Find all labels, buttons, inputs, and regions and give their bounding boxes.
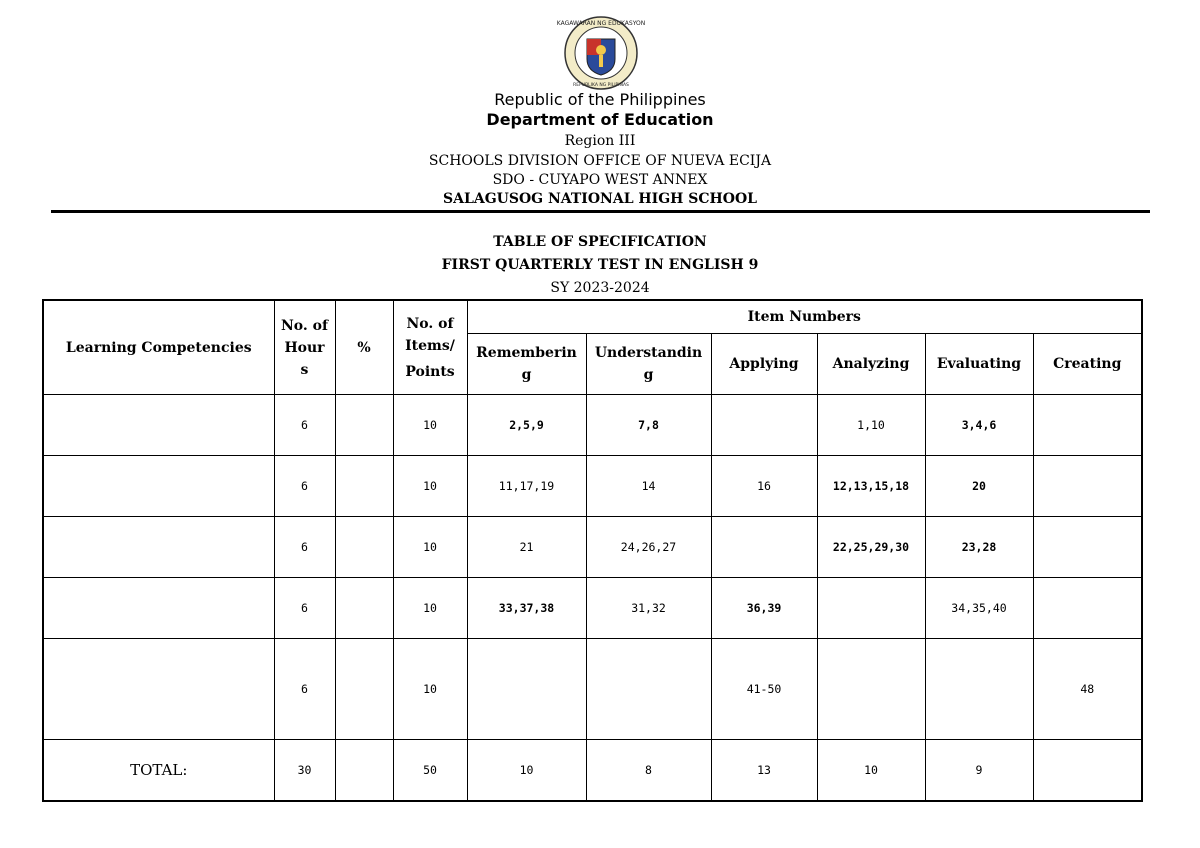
items-cell: 10 bbox=[393, 517, 467, 578]
header-divider bbox=[51, 210, 1150, 213]
creating-cell bbox=[1033, 578, 1142, 639]
remembering-cell: 2,5,9 bbox=[467, 395, 586, 456]
analyzing-cell: 1,10 bbox=[817, 395, 925, 456]
total-evaluating: 9 bbox=[925, 740, 1033, 802]
analyzing-cell: 12,13,15,18 bbox=[817, 456, 925, 517]
school-line: SALAGUSOG NATIONAL HIGH SCHOOL bbox=[443, 191, 757, 207]
applying-cell: 16 bbox=[711, 456, 817, 517]
hours-cell: 6 bbox=[274, 395, 335, 456]
deped-seal-logo bbox=[556, 15, 646, 91]
header-evaluating: Evaluating bbox=[925, 334, 1033, 395]
applying-cell: 41-50 bbox=[711, 639, 817, 740]
total-creating bbox=[1033, 740, 1142, 802]
percent-cell bbox=[335, 517, 393, 578]
understanding-cell: 24,26,27 bbox=[586, 517, 711, 578]
table-row bbox=[43, 578, 1142, 639]
header-creating: Creating bbox=[1033, 334, 1142, 395]
total-label: TOTAL: bbox=[43, 740, 274, 802]
hours-cell: 6 bbox=[274, 639, 335, 740]
hours-cell: 6 bbox=[274, 578, 335, 639]
competency-cell bbox=[43, 578, 274, 639]
creating-cell bbox=[1033, 456, 1142, 517]
creating-cell: 48 bbox=[1033, 639, 1142, 740]
remembering-cell: 33,37,38 bbox=[467, 578, 586, 639]
creating-cell bbox=[1033, 395, 1142, 456]
evaluating-cell: 23,28 bbox=[925, 517, 1033, 578]
applying-cell: 36,39 bbox=[711, 578, 817, 639]
school-year: SY 2023-2024 bbox=[550, 280, 650, 296]
analyzing-cell bbox=[817, 578, 925, 639]
competency-cell bbox=[43, 639, 274, 740]
items-cell: 10 bbox=[393, 395, 467, 456]
specification-table bbox=[42, 299, 1143, 802]
percent-cell bbox=[335, 578, 393, 639]
percent-cell bbox=[335, 456, 393, 517]
republic-line: Republic of the Philippines bbox=[494, 90, 706, 109]
creating-cell bbox=[1033, 517, 1142, 578]
total-remembering: 10 bbox=[467, 740, 586, 802]
header-learning-competencies: Learning Competencies bbox=[43, 300, 274, 395]
table-row bbox=[43, 639, 1142, 740]
remembering-cell: 11,17,19 bbox=[467, 456, 586, 517]
analyzing-cell: 22,25,29,30 bbox=[817, 517, 925, 578]
items-cell: 10 bbox=[393, 456, 467, 517]
hours-cell: 6 bbox=[274, 517, 335, 578]
evaluating-cell: 20 bbox=[925, 456, 1033, 517]
doc-subtitle: FIRST QUARTERLY TEST IN ENGLISH 9 bbox=[441, 257, 759, 273]
header-no-of-hours: No. of Hour s bbox=[274, 300, 335, 395]
evaluating-cell bbox=[925, 639, 1033, 740]
total-items: 50 bbox=[393, 740, 467, 802]
competency-cell bbox=[43, 395, 274, 456]
total-applying: 13 bbox=[711, 740, 817, 802]
header-remembering: Rememberin g bbox=[467, 334, 586, 395]
understanding-cell: 14 bbox=[586, 456, 711, 517]
seal-text: KAGAWARAN NG EDUKASYON bbox=[556, 20, 646, 27]
understanding-cell bbox=[586, 639, 711, 740]
total-understanding: 8 bbox=[586, 740, 711, 802]
evaluating-cell: 3,4,6 bbox=[925, 395, 1033, 456]
evaluating-cell: 34,35,40 bbox=[925, 578, 1033, 639]
percent-cell bbox=[335, 639, 393, 740]
understanding-cell: 7,8 bbox=[586, 395, 711, 456]
hours-cell: 6 bbox=[274, 456, 335, 517]
table-row bbox=[43, 395, 1142, 456]
header-applying: Applying bbox=[711, 334, 817, 395]
total-row bbox=[43, 740, 1142, 802]
items-cell: 10 bbox=[393, 578, 467, 639]
competency-cell bbox=[43, 517, 274, 578]
total-analyzing: 10 bbox=[817, 740, 925, 802]
competency-cell bbox=[43, 456, 274, 517]
applying-cell bbox=[711, 395, 817, 456]
analyzing-cell bbox=[817, 639, 925, 740]
understanding-cell: 31,32 bbox=[586, 578, 711, 639]
department-line: Department of Education bbox=[486, 110, 714, 129]
region-line: Region III bbox=[564, 133, 636, 149]
remembering-cell: 21 bbox=[467, 517, 586, 578]
items-cell: 10 bbox=[393, 639, 467, 740]
applying-cell bbox=[711, 517, 817, 578]
table-row bbox=[43, 456, 1142, 517]
header-analyzing: Analyzing bbox=[817, 334, 925, 395]
header-item-numbers: Item Numbers bbox=[467, 300, 1142, 334]
header-percent: % bbox=[335, 300, 393, 395]
remembering-cell bbox=[467, 639, 586, 740]
header-understanding: Understandin g bbox=[586, 334, 711, 395]
table-row bbox=[43, 517, 1142, 578]
header-no-of-items: No. of Items/ Points bbox=[393, 300, 467, 395]
seal-text: REPUBLIKA NG PILIPINAS bbox=[573, 83, 629, 88]
sdo-line: SDO - CUYAPO WEST ANNEX bbox=[492, 172, 708, 188]
doc-title: TABLE OF SPECIFICATION bbox=[493, 234, 707, 250]
total-hours: 30 bbox=[274, 740, 335, 802]
total-percent bbox=[335, 740, 393, 802]
percent-cell bbox=[335, 395, 393, 456]
division-line: SCHOOLS DIVISION OFFICE OF NUEVA ECIJA bbox=[428, 153, 772, 169]
